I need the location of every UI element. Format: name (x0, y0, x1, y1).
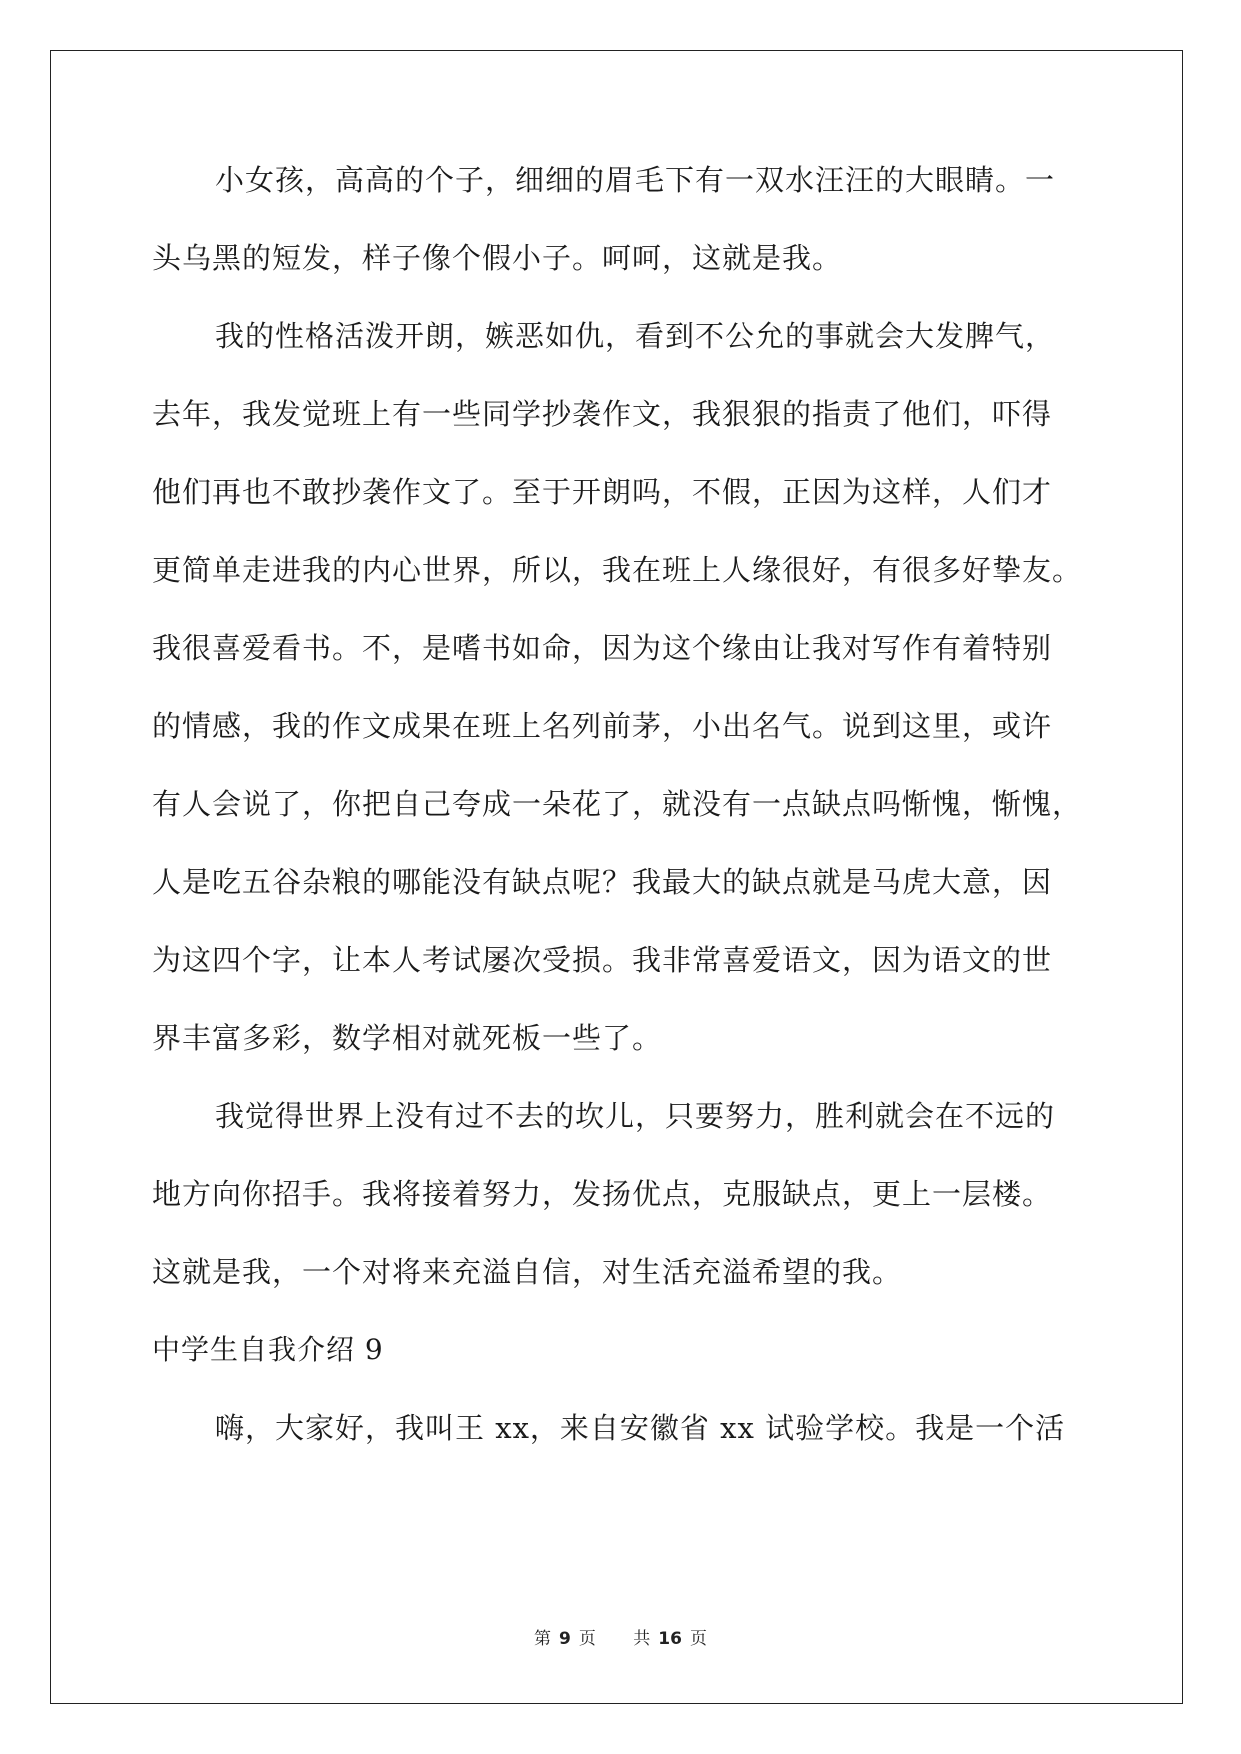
paragraph-line: 为这四个字，让本人考试屡次受损。我非常喜爱语文，因为语文的世 (152, 943, 1053, 977)
page-footer (0, 1624, 1241, 1649)
section-heading: 中学生自我介绍 9 (152, 1333, 384, 1366)
paragraph-line: 这就是我，一个对将来充溢自信，对生活充溢希望的我。 (152, 1255, 903, 1289)
paragraph-line: 的情感，我的作文成果在班上名列前茅，小出名气。说到这里，或许 (152, 709, 1053, 743)
paragraph-line: 我的性格活泼开朗，嫉恶如仇，看到不公允的事就会大发脾气， (215, 319, 1056, 353)
total-pages: 16 (658, 1629, 682, 1649)
total-pages-indicator: 共 16 页 (633, 1629, 707, 1649)
paragraph-line: 地方向你招手。我将接着努力，发扬优点，克服缺点，更上一层楼。 (152, 1177, 1053, 1211)
document-body (152, 158, 1092, 1484)
paragraph-line: 我很喜爱看书。不，是嗜书如命，因为这个缘由让我对写作有着特别 (152, 631, 1053, 665)
page-indicator: 第 9 页 (534, 1629, 596, 1649)
paragraph-line: 去年，我发觉班上有一些同学抄袭作文，我狠狠的指责了他们，吓得 (152, 397, 1053, 431)
page-number: 9 (559, 1629, 571, 1649)
paragraph-line: 界丰富多彩，数学相对就死板一些了。 (152, 1021, 663, 1055)
paragraph-line: 有人会说了，你把自己夸成一朵花了，就没有一点缺点吗惭愧，惭愧， (152, 787, 1083, 821)
paragraph-line: 更简单走进我的内心世界，所以，我在班上人缘很好，有很多好挚友。 (152, 553, 1083, 587)
paragraph-line: 人是吃五谷杂粮的哪能没有缺点呢？我最大的缺点就是马虎大意，因 (152, 865, 1053, 899)
paragraph-line: 小女孩，高高的个子，细细的眉毛下有一双水汪汪的大眼睛。一 (215, 163, 1056, 197)
paragraph-line: 嗨，大家好，我叫王 xx，来自安徽省 xx 试验学校。我是一个活 (215, 1411, 1066, 1445)
paragraph-line: 他们再也不敢抄袭作文了。至于开朗吗，不假，正因为这样，人们才 (152, 475, 1053, 509)
paragraph-line: 头乌黑的短发，样子像个假小子。呵呵，这就是我。 (152, 241, 843, 275)
paragraph-line: 我觉得世界上没有过不去的坎儿，只要努力，胜利就会在不远的 (215, 1099, 1056, 1133)
